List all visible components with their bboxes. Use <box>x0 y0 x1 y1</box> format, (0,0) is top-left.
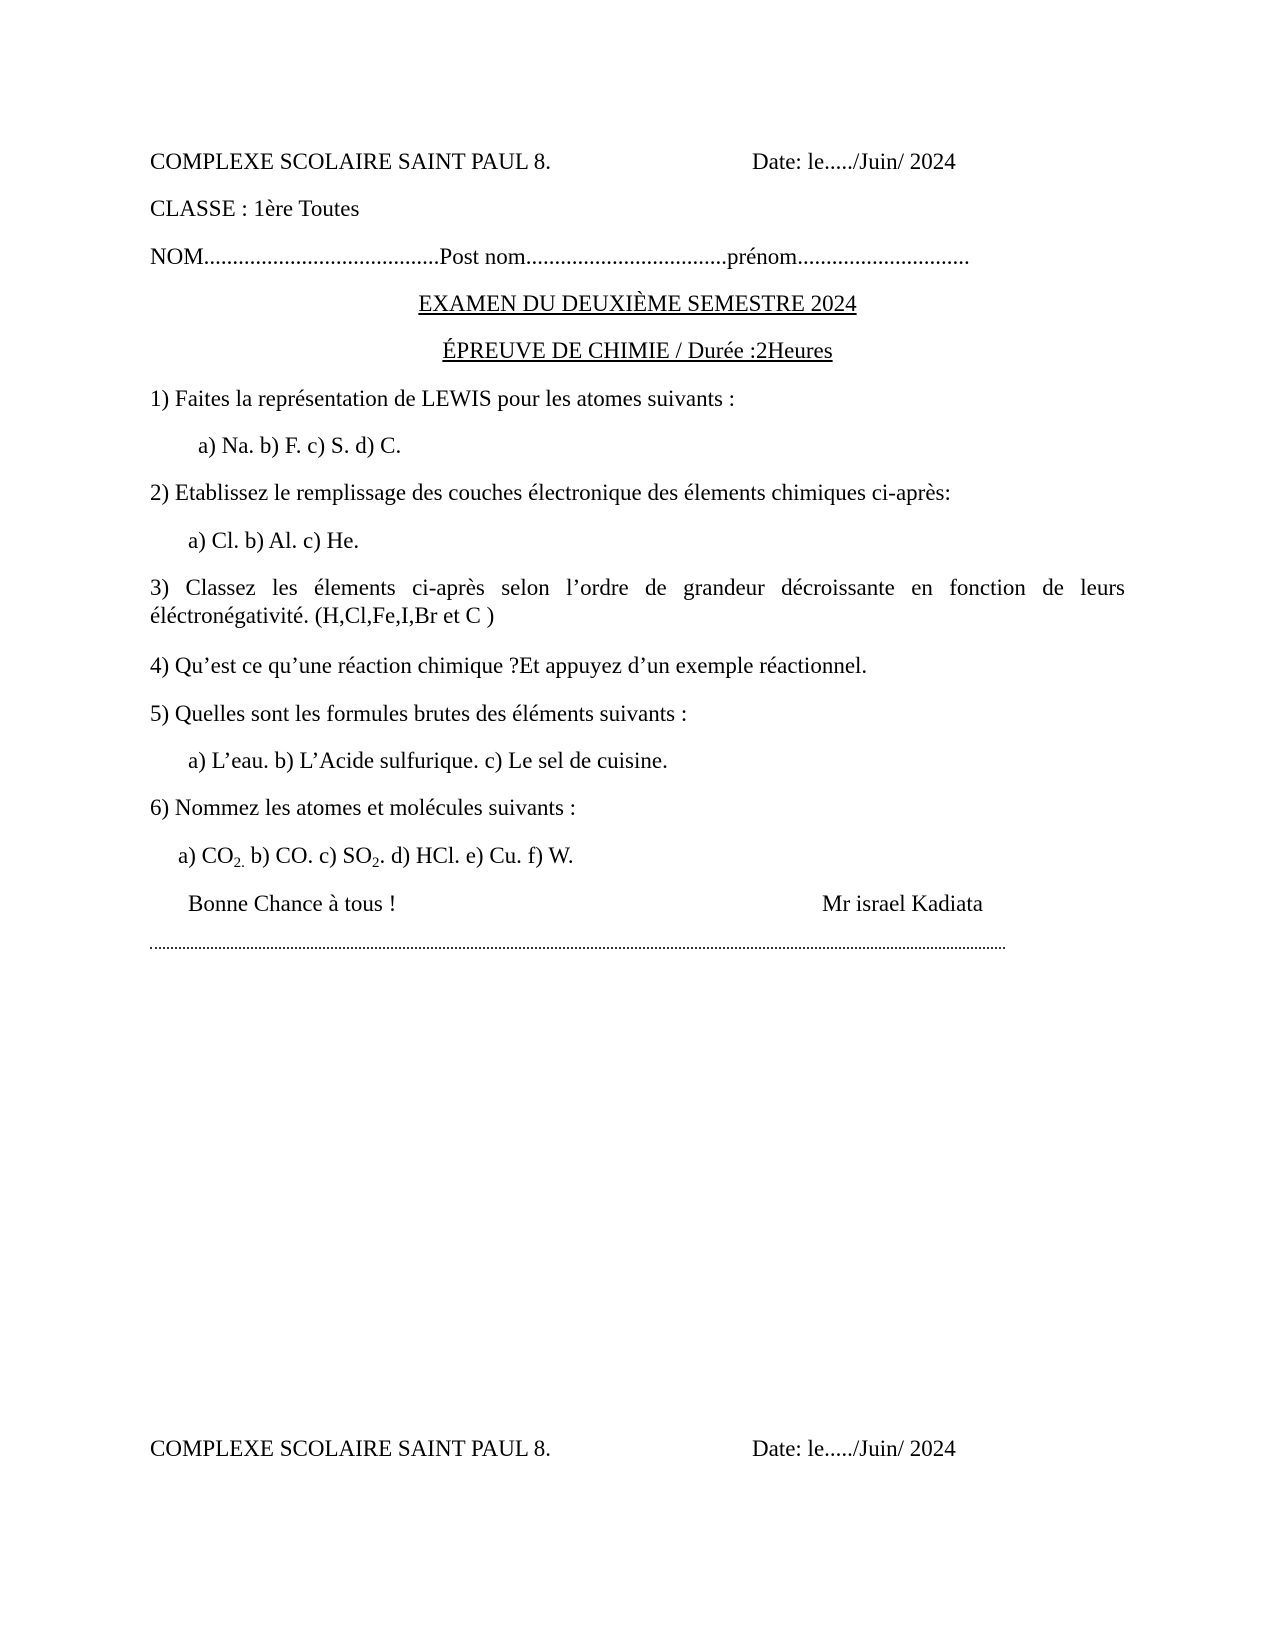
q6-item-a-subscript: 2. <box>233 855 245 871</box>
exam-title: EXAMEN DU DEUXIÈME SEMESTRE 2024 <box>418 291 857 316</box>
question-4: 4) Qu’est ce qu’une réaction chimique ?Et appuyez d’un exemple réactionnel. <box>150 653 868 678</box>
question-6-items <box>178 842 574 870</box>
exam-subtitle: ÉPREUVE DE CHIMIE / Durée :2Heures <box>442 338 833 363</box>
q6-item-b: b) CO. c) SO <box>244 843 372 868</box>
student-name-line: NOM.........................................Post nom...................................prénom.............................. <box>150 244 970 269</box>
question-1: 1) Faites la représentation de LEWIS pour les atomes suivants : <box>150 386 736 411</box>
footer-school-name: COMPLEXE SCOLAIRE SAINT PAUL 8. <box>150 1436 552 1461</box>
q6-item-rest: . d) HCl. e) Cu. f) W. <box>379 843 574 868</box>
class-label: CLASSE : 1ère Toutes <box>150 196 360 221</box>
closing-message: Bonne Chance à tous ! <box>188 891 397 916</box>
question-5: 5) Quelles sont les formules brutes des éléments suivants : <box>150 701 688 726</box>
exam-date: Date: le...../Juin/ 2024 <box>752 149 956 174</box>
question-2-items: a) Cl. b) Al. c) He. <box>188 528 360 553</box>
question-5-items: a) L’eau. b) L’Acide sulfurique. c) Le sel de cuisine. <box>188 748 668 773</box>
q6-item-a: a) CO <box>178 843 234 868</box>
teacher-name: Mr israel Kadiata <box>822 891 983 916</box>
q6-item-b-subscript: 2 <box>371 855 380 871</box>
footer-exam-date: Date: le...../Juin/ 2024 <box>752 1436 956 1461</box>
school-name: COMPLEXE SCOLAIRE SAINT PAUL 8. <box>150 149 552 174</box>
question-2: 2) Etablissez le remplissage des couches électronique des élements chimiques ci-après: <box>150 480 951 505</box>
question-3: 3) Classez les élements ci-après selon l’ordre de grandeur décroissante en fonction de leurs éléctronégativité. (H,Cl,Fe,I,Br et C ) <box>150 575 1125 628</box>
dotted-separator <box>150 947 1005 949</box>
question-1-items: a) Na. b) F. c) S. d) C. <box>198 433 402 458</box>
question-6: 6) Nommez les atomes et molécules suivants : <box>150 795 577 820</box>
